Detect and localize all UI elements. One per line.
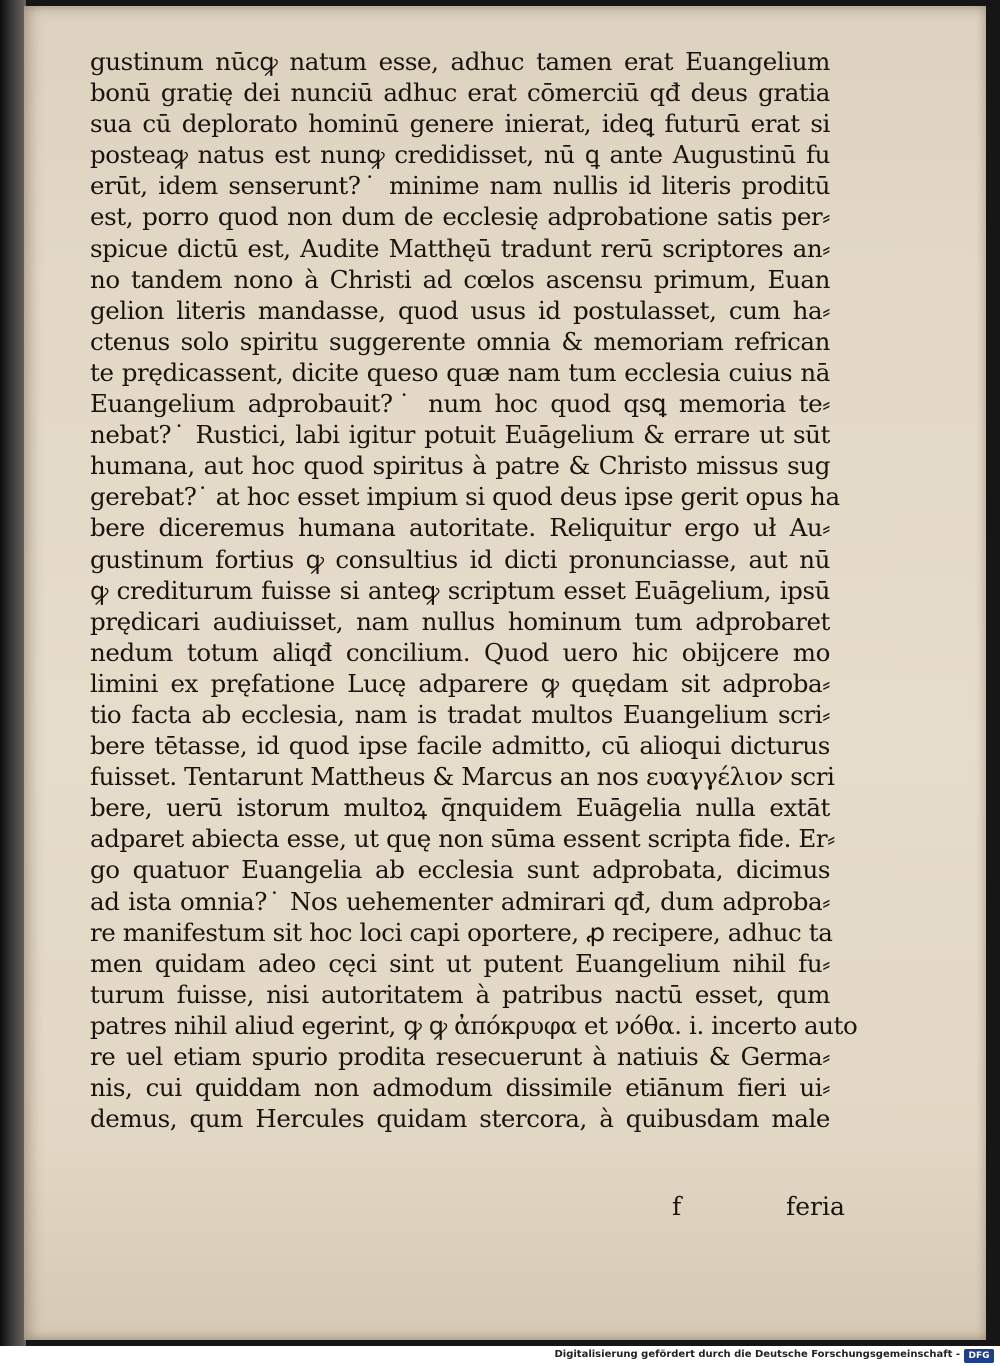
text-line: bere diceremus humana autoritate. Reliquitur ergo uł Au⸗ — [90, 513, 830, 543]
text-line: nebat?˙ Rustici, labi igitur potuit Euāgelium & errare ut sūt — [90, 420, 830, 450]
text-line: humana, aut hoc quod spiritus à patre & Christo missus sug — [90, 451, 830, 481]
catchword: feria — [786, 1192, 845, 1221]
text-line: bere, uerū istorum multoꝝ q̄nquidem Euāgelia nulla extāt — [90, 793, 830, 823]
text-line: no tandem nono à Christi ad cœlos ascensu primum, Euan — [90, 264, 830, 294]
text-line: ctenus solo spiritu suggerente omnia & memoriam refrican — [90, 326, 830, 356]
text-line: nis, cui quiddam non admodum dissimile etiānum fieri ui⸗ — [90, 1073, 830, 1103]
text-line: ad ista omnia?˙ Nos uehementer admirari qđ, dum adproba⸗ — [90, 886, 830, 916]
text-line: Euangelium adprobauit?˙ num hoc quod qsꝗ memoria te⸗ — [90, 389, 830, 419]
text-block — [90, 46, 858, 1134]
text-line: prędicari audiuisset, nam nullus hominum tum adprobaret — [90, 606, 830, 636]
text-line: men quidam adeo cęci sint ut putent Euangelium nihil fu⸗ — [90, 948, 830, 978]
text-line: limini ex pręfatione Lucę adparere ꝙ quędam sit adproba⸗ — [90, 668, 830, 698]
digitization-footer — [0, 1346, 1000, 1366]
text-line: ꝙ crediturum fuisse si anteꝙ scriptum esset Euāgelium, ipsū — [90, 575, 830, 605]
text-line: go quatuor Euangelia ab ecclesia sunt adprobata, dicimus — [90, 855, 830, 885]
text-line: sua cū deplorato hominū genere inierat, ideꝗ futurū erat si — [90, 109, 830, 139]
binding-fold — [0, 0, 26, 1346]
text-line: te prędicassent, dicite queso quæ nam tum ecclesia cuius nā — [90, 357, 830, 387]
text-line: patres nihil aliud egerint, ꝙ ꝙ ἀπόκρυφα et νόθα. i. incerto auto — [90, 1010, 858, 1040]
footer-credit: Digitalisierung gefördert durch die Deutsche Forschungsgemeinschaft - — [554, 1349, 960, 1360]
dfg-logo: DFG — [964, 1349, 994, 1363]
text-line: gerebat?˙ at hoc esset impium si quod deus ipse gerit opus ha — [90, 482, 840, 512]
text-line: nedum totum aliqđ concilium. Quod uero hic obijcere mo — [90, 637, 830, 667]
text-line: posteaꝙ natus est nunꝙ credidisset, nū ꝗ ante Augustinū fu — [90, 140, 830, 170]
text-line: demus, qum Hercules quidam stercora, à quibusdam male — [90, 1104, 830, 1134]
text-line: bere tētasse, id quod ipse facile admitto, cū alioqui dicturus — [90, 731, 830, 761]
text-line: adparet abiecta esse, ut quę non sūma essent scripta fide. Er⸗ — [90, 824, 835, 854]
text-line: turum fuisse, nisi autoritatem à patribus nactū esset, qum — [90, 979, 830, 1009]
text-line: gustinum nūcꝙ natum esse, adhuc tamen erat Euangelium — [90, 47, 830, 76]
text-line: bonū gratię dei nunciū adhuc erat cōmerciū qđ deus gratia — [90, 78, 830, 108]
signature-mark: f — [672, 1192, 682, 1221]
text-line: gelion literis mandasse, quod usus id postulasset, cum ha⸗ — [90, 295, 830, 325]
text-line: gustinum fortius ꝙ consultius id dicti pronunciasse, aut nū — [90, 544, 830, 574]
book-page — [24, 6, 986, 1340]
text-line: est, porro quod non dum de ecclesię adprobatione satis per⸗ — [90, 202, 830, 232]
text-line: erūt, idem senserunt?˙ minime nam nullis id literis proditū — [90, 171, 830, 201]
text-line: tio facta ab ecclesia, nam is tradat multos Euangelium scri⸗ — [90, 699, 830, 729]
text-line: spicue dictū est, Audite Matthęū tradunt rerū scriptores an⸗ — [90, 233, 830, 263]
text-line: re uel etiam spurio prodita resecuerunt à natiuis & Germa⸗ — [90, 1042, 830, 1071]
text-line: re manifestum sit hoc loci capi oportere, ꝓ recipere, adhuc ta — [90, 917, 833, 947]
text-line: fuisset. Tentarunt Mattheus & Marcus an nos ευαγγέλιον scri — [90, 762, 835, 792]
